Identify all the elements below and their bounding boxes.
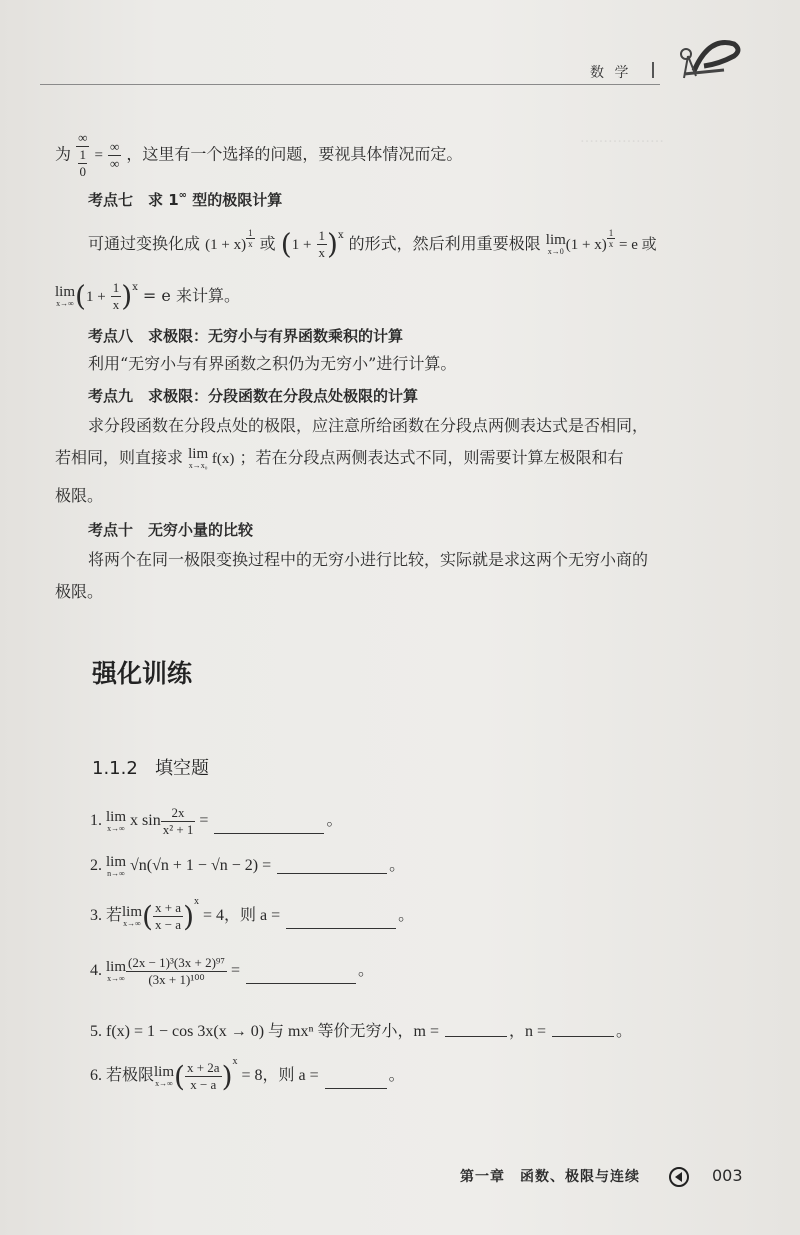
kp9-body2 <box>55 446 623 471</box>
intro-frac-den-num: 1 <box>79 147 86 162</box>
q4-lim-sub: x→∞ <box>107 974 125 983</box>
q6-frac <box>185 1060 222 1093</box>
kp7-lim-inf-one: 1 + <box>85 289 106 305</box>
q4-answer-blank[interactable] <box>246 983 356 984</box>
intro-rhs-den: ∞ <box>110 155 120 171</box>
kp7-lim-inf-d: x <box>112 297 120 312</box>
q4-lim-text: lim <box>106 959 127 975</box>
paren-close: ) <box>183 900 195 933</box>
q1-lim-sub: x→∞ <box>107 824 125 833</box>
q2-lim-sub: n→∞ <box>107 868 125 878</box>
question-1 <box>90 805 342 838</box>
q2-lim-text: lim <box>106 853 127 870</box>
q6-answer-blank[interactable] <box>325 1088 387 1089</box>
paren-close: ) <box>221 1060 233 1093</box>
intro-frac-den <box>76 147 89 180</box>
q4-number: 4. <box>90 962 102 980</box>
kp7-line1 <box>88 228 657 261</box>
section-heading <box>92 754 209 780</box>
kp7-expr1: (1 + x) <box>205 237 247 253</box>
q3-frac-d: x − a <box>154 917 182 932</box>
intro-fraction <box>76 130 89 180</box>
kp7-lim-inf-sup: x <box>132 282 138 293</box>
q2-expr: √n(√n + 1 − √n − 2) = <box>130 857 272 874</box>
q3-end: 。 <box>398 907 415 925</box>
q3-eq: = 4，则 a = <box>199 907 281 925</box>
kp9-title: 考点九 求极限：分段函数在分段点处极限的计算 <box>88 387 419 405</box>
kp7-title-text: 考点七 求 1 <box>88 191 179 209</box>
q1-answer-blank[interactable] <box>214 833 324 834</box>
paren-open: ( <box>75 279 86 313</box>
q3-lim <box>122 905 142 928</box>
kp7-title <box>88 188 282 212</box>
intro-suffix: ，这里有一个选择的问题，要视具体情况而定。 <box>126 144 463 164</box>
kp7-line2 <box>55 280 240 313</box>
q1-number: 1. <box>90 812 102 830</box>
kp9-lim <box>188 447 208 470</box>
kp7-lim-inf-n: 1 <box>112 280 120 295</box>
intro-frac-num: ∞ <box>78 130 88 145</box>
kp8-title: 考点八 求极限：无穷小与有界函数乘积的计算 <box>88 327 404 345</box>
paren-open: ( <box>174 1060 185 1093</box>
q3-number: 3. <box>90 907 102 925</box>
section-number: 1.1.2 <box>92 758 138 779</box>
q2-answer-blank[interactable] <box>277 873 387 874</box>
q3-ruo: 若 <box>106 907 123 925</box>
intro-line <box>55 130 462 180</box>
q6-sup: x <box>232 1056 238 1067</box>
q6-lim-text: lim <box>154 1064 175 1080</box>
intro-frac-den-den: 0 <box>79 164 86 179</box>
q6-lim-sub: x→∞ <box>155 1079 173 1088</box>
kp7-expr2-sup: x <box>337 230 344 241</box>
kp7-lim0-sup-n: 1 <box>608 228 614 238</box>
q6-frac-n: x + 2a <box>186 1060 220 1075</box>
kp7-lim-inf <box>55 285 75 308</box>
q5-m-blank[interactable] <box>445 1036 507 1037</box>
intro-rhs-fraction <box>108 139 121 172</box>
q6-number: 6. <box>90 1067 102 1085</box>
q1-frac <box>161 805 196 838</box>
training-heading: 强化训练 <box>92 659 193 688</box>
kp7-lim-inf-eq: = e 来计算。 <box>137 286 240 305</box>
q5-expr: f(x) = 1 − cos 3x(x → 0) 与 mxⁿ 等价无穷小，m = <box>106 1023 439 1040</box>
q1-frac-d: x² + 1 <box>162 822 194 837</box>
kp7-lim-inf-text: lim <box>55 284 76 300</box>
q5-end: 。 <box>616 1023 633 1040</box>
kp7-title-tail: 型的极限计算 <box>187 191 283 209</box>
kp9-expr: f(x) <box>208 451 235 467</box>
q6-ruo: 若极限 <box>106 1067 155 1085</box>
q4-frac-n: (2x − 1)³(3x + 2)⁹⁷ <box>128 955 225 970</box>
q4-eq: = <box>226 962 240 980</box>
kp7-line1-b: 的形式，然后利用重要极限 <box>348 234 541 253</box>
kp9-body3: 极限。 <box>55 486 104 505</box>
kp9-lim-sub: x→x₀ <box>188 461 208 470</box>
q5-n-blank[interactable] <box>552 1036 614 1037</box>
intro-rhs-num: ∞ <box>110 138 120 154</box>
kp7-line1-a: 可通过变换化成 <box>88 234 201 253</box>
kp7-lim0-text: lim <box>545 232 566 248</box>
kp7-expr2-one: 1 + <box>291 237 312 253</box>
intro-equals: = <box>94 147 103 164</box>
header-subject: 数 学 <box>590 65 632 81</box>
q1-pre: x sin <box>130 812 161 830</box>
kp7-expr2-d: x <box>318 245 325 260</box>
kp7-lim0-sup-d: x <box>608 239 614 249</box>
question-6 <box>90 1056 405 1093</box>
question-3 <box>90 896 415 933</box>
q2-lim <box>106 855 126 878</box>
header-rule <box>40 84 660 85</box>
q5-mid: ，n = <box>508 1023 547 1040</box>
kp7-lim0-sub: x→0 <box>547 247 564 256</box>
q6-frac-d: x − a <box>190 1077 217 1092</box>
intro-prefix: 为 <box>55 144 72 164</box>
kp9-body1: 求分段函数在分段点处的极限，应注意所给函数在分段点两侧表达式是否相同， <box>88 416 649 435</box>
question-5 <box>90 1018 632 1041</box>
q6-eq: = 8，则 a = <box>237 1067 319 1085</box>
kp8-body: 利用“无穷小与有界函数之积仍为无穷小”进行计算。 <box>88 354 457 373</box>
q3-frac <box>153 900 183 933</box>
kp7-lim0-expr: (1 + x) <box>565 237 607 253</box>
q2-number: 2. <box>90 857 102 874</box>
kp7-lim-inf-sub: x→∞ <box>56 299 74 308</box>
q4-end: 。 <box>358 962 375 980</box>
kp9-lim-text: lim <box>188 446 209 462</box>
q2-end: 。 <box>389 857 406 874</box>
paren-close: ) <box>121 279 133 313</box>
header-logo-icon <box>664 26 744 86</box>
q1-lim <box>106 810 126 833</box>
q3-frac-n: x + a <box>154 900 182 915</box>
q3-lim-text: lim <box>122 904 143 920</box>
paren-open: ( <box>280 227 292 261</box>
kp7-expr1-sup-d: x <box>248 239 253 249</box>
footer-arrow-icon <box>668 1166 690 1188</box>
paren-open: ( <box>142 900 153 933</box>
q4-frac <box>126 955 227 988</box>
q5-number: 5. <box>90 1023 102 1040</box>
footer-chapter: 第一章 函数、极限与连续 <box>460 1169 640 1185</box>
kp7-expr1-sup <box>246 228 255 249</box>
q1-end: 。 <box>326 812 343 830</box>
kp7-title-sup: ∞ <box>178 190 188 201</box>
q4-lim <box>106 960 126 983</box>
kp7-expr2-n: 1 <box>318 228 325 243</box>
kp7-lim0-eq: = e 或 <box>615 237 657 253</box>
q1-eq: = <box>195 812 209 830</box>
kp10-title: 考点十 无穷小量的比较 <box>88 521 254 539</box>
q1-lim-text: lim <box>106 809 127 825</box>
q6-lim <box>154 1065 174 1088</box>
kp9-body2-a: 若相同，则直接求 <box>55 448 184 467</box>
kp7-lim-inf-frac <box>111 280 122 313</box>
kp7-or: 或 <box>259 234 281 253</box>
kp7-lim0 <box>546 233 566 256</box>
q3-sup: x <box>194 896 200 907</box>
q1-frac-n: 2x <box>161 805 196 822</box>
kp10-body1: 将两个在同一极限变换过程中的无穷小进行比较，实际就是求这两个无穷小商的 <box>88 550 649 569</box>
paren-close: ) <box>327 227 338 261</box>
kp7-expr1-sup-n: 1 <box>248 228 253 238</box>
kp10-body2: 极限。 <box>55 582 104 601</box>
kp7-expr2-frac <box>317 228 328 261</box>
q6-end: 。 <box>388 1067 405 1085</box>
kp9-body2-b: ；若在分段点两侧表达式不同，则需要计算左极限和右 <box>239 448 624 467</box>
bleed-through-text: ……………… <box>580 130 664 146</box>
kp7-lim0-sup <box>607 228 616 249</box>
header-divider <box>652 62 654 78</box>
question-4 <box>90 955 374 988</box>
section-title: 填空题 <box>154 758 209 779</box>
footer-page-number: 003 <box>712 1166 743 1185</box>
q3-answer-blank[interactable] <box>286 928 396 929</box>
q3-lim-sub: x→∞ <box>123 919 141 928</box>
q4-frac-d: (3x + 1)¹⁰⁰ <box>148 972 205 987</box>
question-2 <box>90 852 405 878</box>
